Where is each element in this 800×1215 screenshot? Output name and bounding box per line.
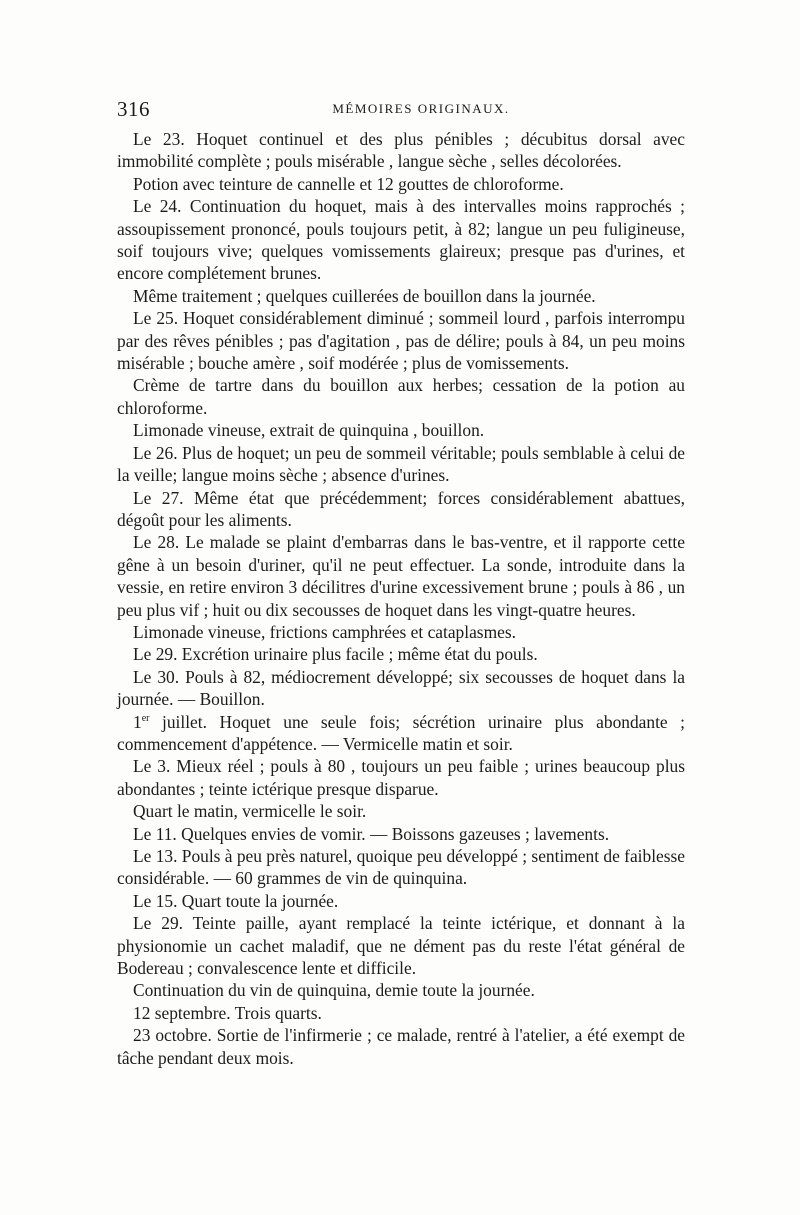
- paragraph: Continuation du vin de quinquina, demie toute la journée.: [133, 980, 535, 1001]
- paragraph: Limonade vineuse, frictions camphrées et cataplasmes.: [133, 621, 516, 642]
- body-text: [117, 128, 685, 1069]
- july-ordinal: er: [141, 712, 150, 724]
- paragraph: Le 26. Plus de hoquet; un peu de sommeil véritable; pouls semblable à celui de la veille; langue moins sèche ; absence d'urines.: [117, 442, 685, 486]
- paragraph: Le 15. Quart toute la journée.: [133, 890, 339, 911]
- paragraph: Le 28. Le malade se plaint d'embarras dans le bas-ventre, et il rapporte cette gêne à un besoin d'uriner, qu'il ne peut effectuer. La sonde, introduite dans la vessie, en retire environ 3 décilitres d'urine excessivement brune ; pouls à 86 , un peu plus vif ; huit ou dix secousses de hoquet dans les vingt-quatre heures.: [117, 532, 685, 620]
- paragraph: Le 24. Continuation du hoquet, mais à des intervalles moins rapprochés ; assoupissement prononcé, pouls toujours petit, à 82; langue un peu fuligineuse, soif toujours vive; quelques vomissements glaireux; presque pas d'urines, et encore complétement brunes.: [117, 196, 685, 284]
- paragraph: Même traitement ; quelques cuillerées de bouillon dans la journée.: [133, 285, 596, 306]
- paragraph: Le 27. Même état que précédemment; forces considérablement abattues, dégoût pour les aliments.: [117, 487, 685, 530]
- paragraph: Crème de tartre dans du bouillon aux herbes; cessation de la potion au chloroforme.: [117, 375, 685, 418]
- paragraph: Le 29. Teinte paille, ayant remplacé la teinte ictérique, et donnant à la physionomie un cachet maladif, que ne dément pas du reste l'état général de Bodereau ; convalescence lente et difficile.: [117, 913, 685, 979]
- paragraph: Le 3. Mieux réel ; pouls à 80 , toujours un peu faible ; urines beaucoup plus abondantes ; teinte ictérique presque disparue.: [117, 756, 685, 799]
- paragraph: Le 13. Pouls à peu près naturel, quoique peu développé ; sentiment de faiblesse considérable. — 60 grammes de vin de quinquina.: [117, 846, 685, 889]
- page-header: [117, 97, 685, 123]
- paragraph: Limonade vineuse, extrait de quinquina , bouillon.: [133, 420, 485, 441]
- paragraph: Potion avec teinture de cannelle et 12 gouttes de chloroforme.: [133, 173, 564, 194]
- paragraph: 23 octobre. Sortie de l'infirmerie ; ce malade, rentré à l'atelier, a été exempt de tâche pendant deux mois.: [117, 1025, 685, 1068]
- july-text: juillet. Hoquet une seule fois; sécrétion urinaire plus abondante ; commencement d'appétence. — Vermicelle matin et soir.: [117, 711, 685, 754]
- paragraph: Le 23. Hoquet continuel et des plus pénibles ; décubitus dorsal avec immobilité complète ; pouls misérable , langue sèche , selles décolorées.: [117, 129, 685, 172]
- paragraph: Le 11. Quelques envies de vomir. — Boissons gazeuses ; lavements.: [133, 823, 610, 844]
- running-title: MÉMOIRES ORIGINAUX.: [332, 101, 510, 116]
- paragraph-july: [117, 711, 685, 756]
- page-number: 316: [117, 97, 150, 121]
- paragraph: Le 29. Excrétion urinaire plus facile ; même état du pouls.: [133, 644, 538, 665]
- paragraph: Le 30. Pouls à 82, médiocrement développé; six secousses de hoquet dans la journée. — Bouillon.: [117, 666, 685, 710]
- paragraph: Le 25. Hoquet considérablement diminué ; sommeil lourd , parfois interrompu par des rêves pénibles ; pas d'agitation , pas de délire; pouls à 84, un peu moins misérable ; bouche amère , soif modérée ; plus de vomissements.: [117, 308, 685, 374]
- paragraph: 12 septembre. Trois quarts.: [133, 1002, 322, 1023]
- paragraph: Quart le matin, vermicelle le soir.: [133, 801, 367, 822]
- july-day: 1: [133, 711, 142, 732]
